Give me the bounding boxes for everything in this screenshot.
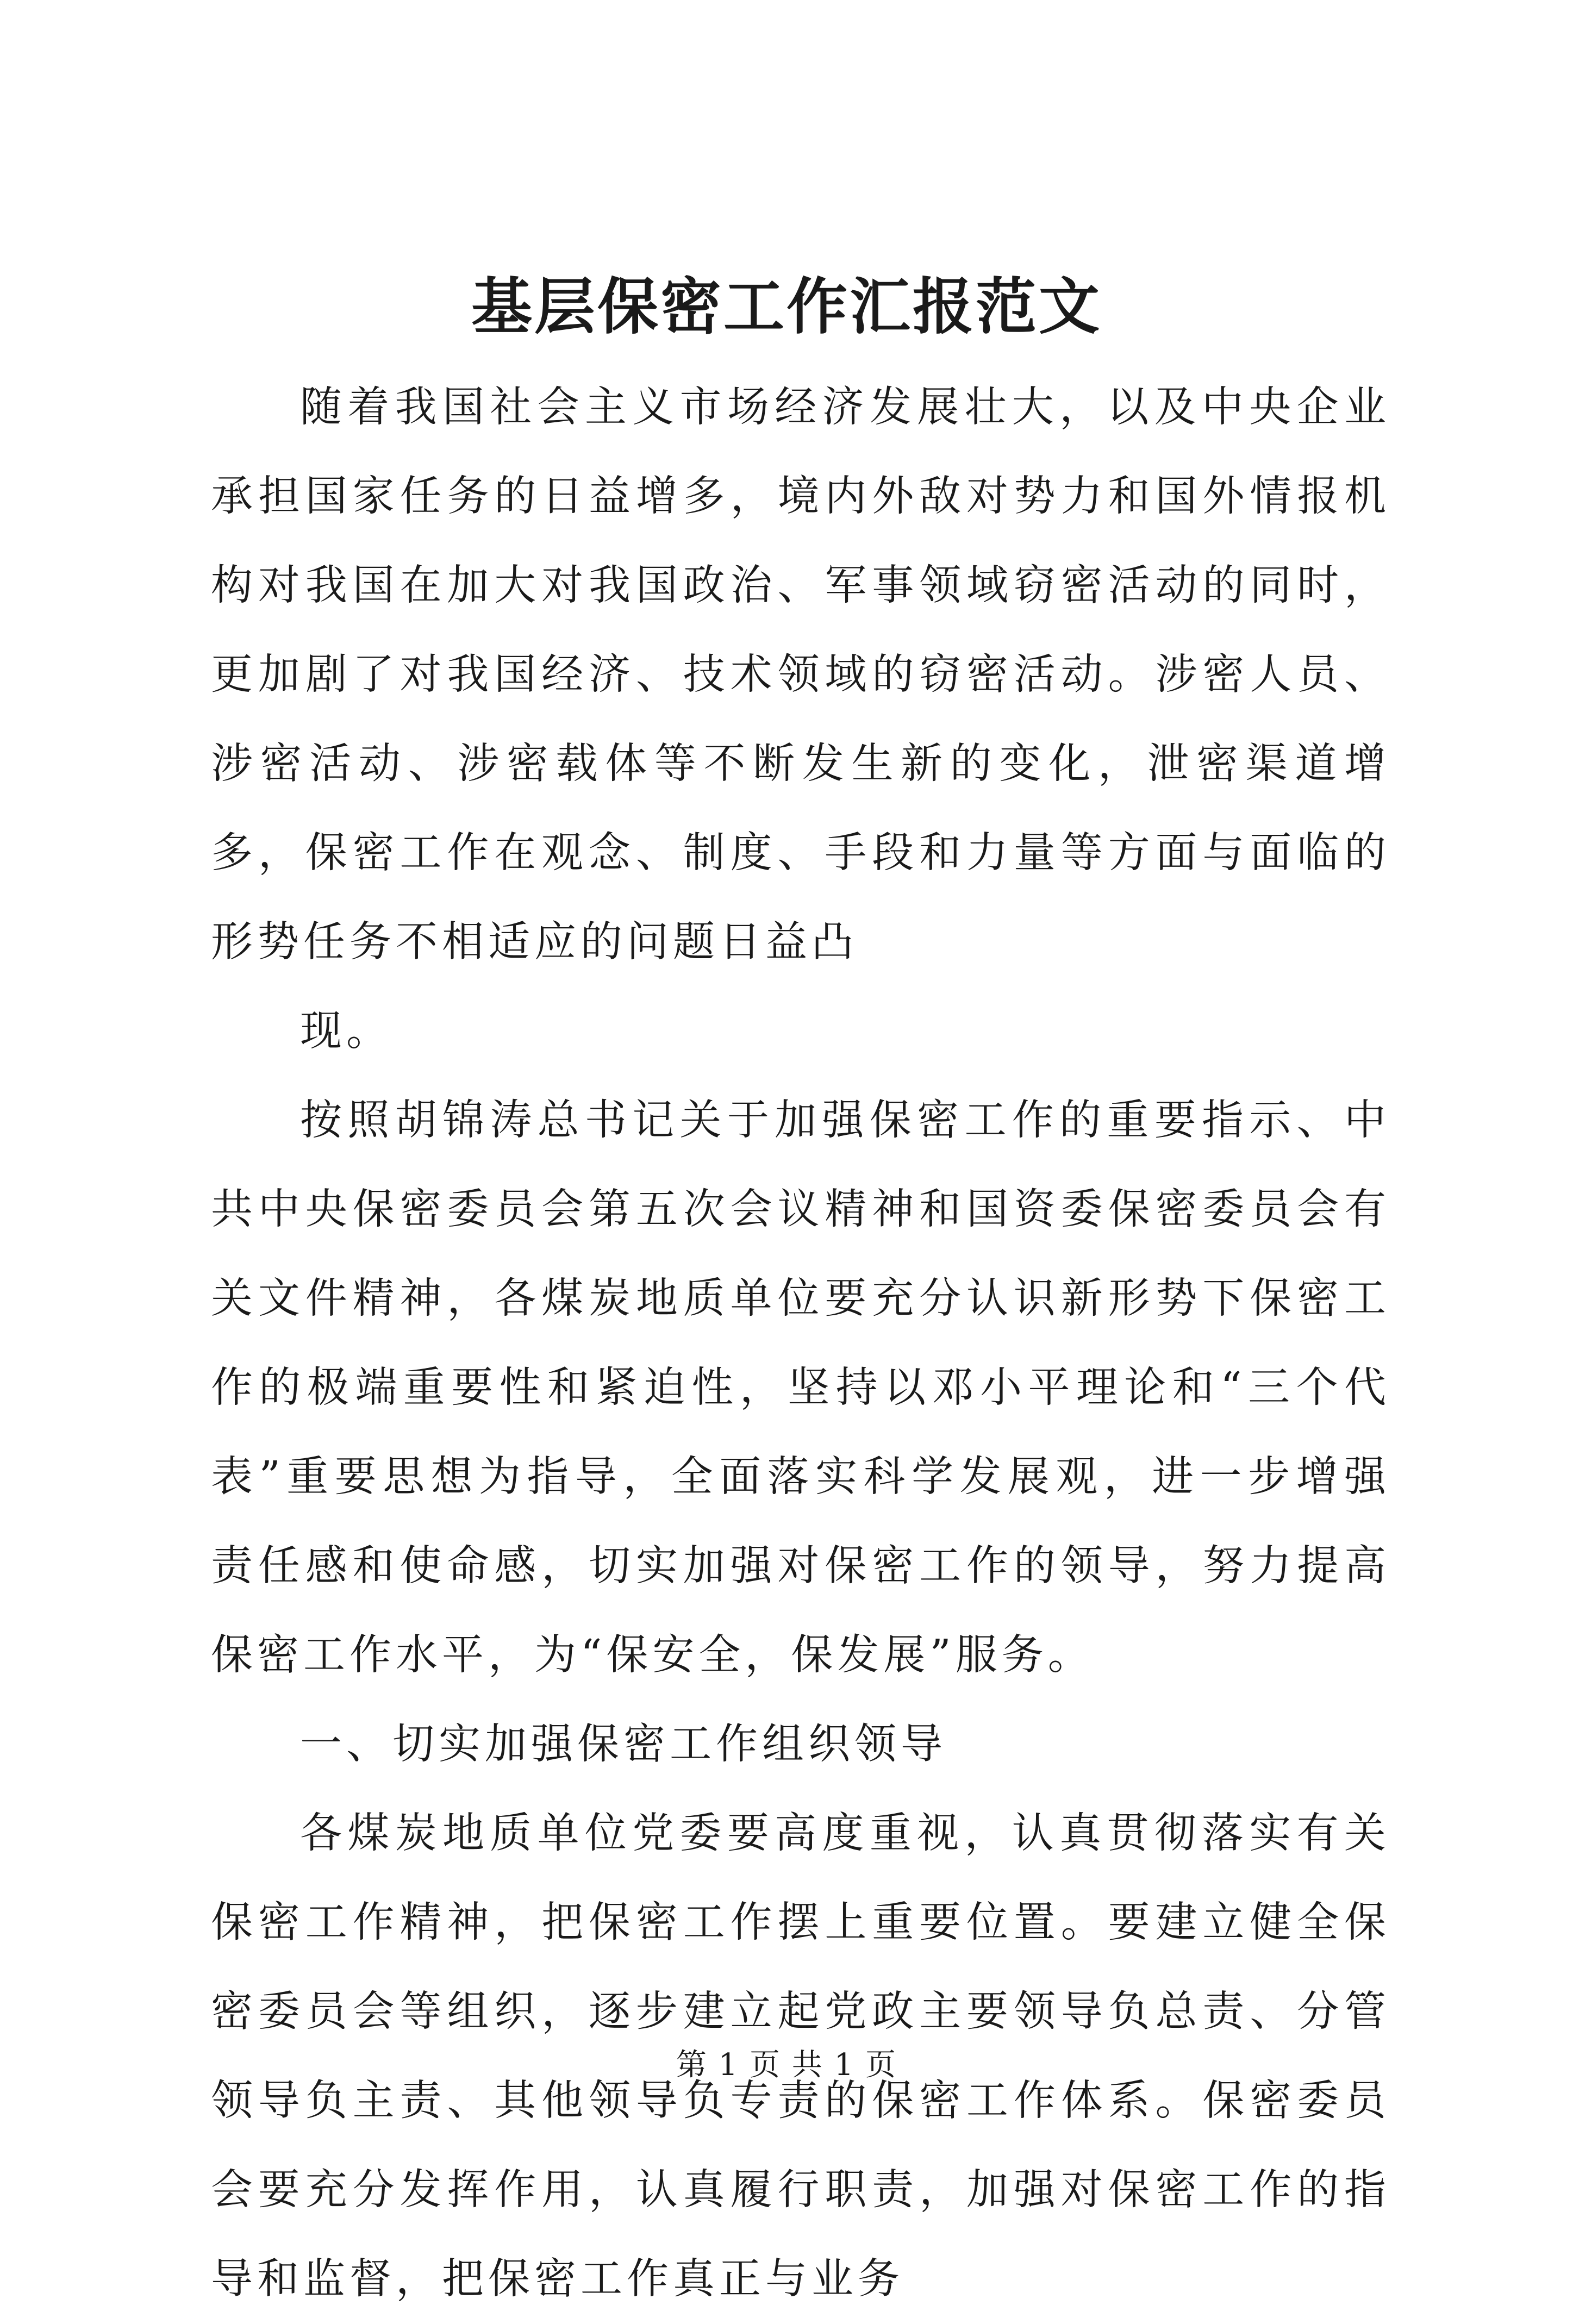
paragraph: 按照胡锦涛总书记关于加强保密工作的重要指示、中共中央保密委员会第五次会议精神和国资委保密委员会有关文件精神，各煤炭地质单位要充分认识新形势下保密工作的极端重要性和紧迫性，坚持以邓小平理论和“三个代表”重要思想为指导，全面落实科学发展观，进一步增强责任感和使命感，切实加强对保密工作的领导，努力提高保密工作水平，为“保安全，保发展”服务。 — [211, 1096, 1390, 1679]
page-footer: 第 1 页 共 1 页 — [676, 2047, 897, 2083]
paragraph: 现。 — [300, 1007, 392, 1055]
paragraph: 各煤炭地质单位党委要高度重视，认真贯彻落实有关保密工作精神，把保密工作摆上重要位置。要建立健全保密委员会等组织，逐步建立起党政主要领导负总责、分管领导负主责、其他领导负专责的保密工作体系。保密委员会要充分发挥作用，认真履行职责，加强对保密工作的指导和监督，把保密工作真正与业务 — [211, 1809, 1390, 2303]
document-title: 基层保密工作汇报范文 — [471, 271, 1102, 342]
paragraph: 随着我国社会主义市场经济发展壮大，以及中央企业承担国家任务的日益增多，境内外敌对势力和国外情报机构对我国在加大对我国政治、军事领域窃密活动的同时，更加剧了对我国经济、技术领域的窃密活动。涉密人员、涉密活动、涉密载体等不断发生新的变化，泄密渠道增多，保密工作在观念、制度、手段和力量等方面与面临的形势任务不相适应的问题日益凸 — [211, 383, 1390, 966]
document-body — [211, 363, 1390, 2324]
section-heading: 一、切实加强保密工作组织领导 — [300, 1720, 947, 1769]
